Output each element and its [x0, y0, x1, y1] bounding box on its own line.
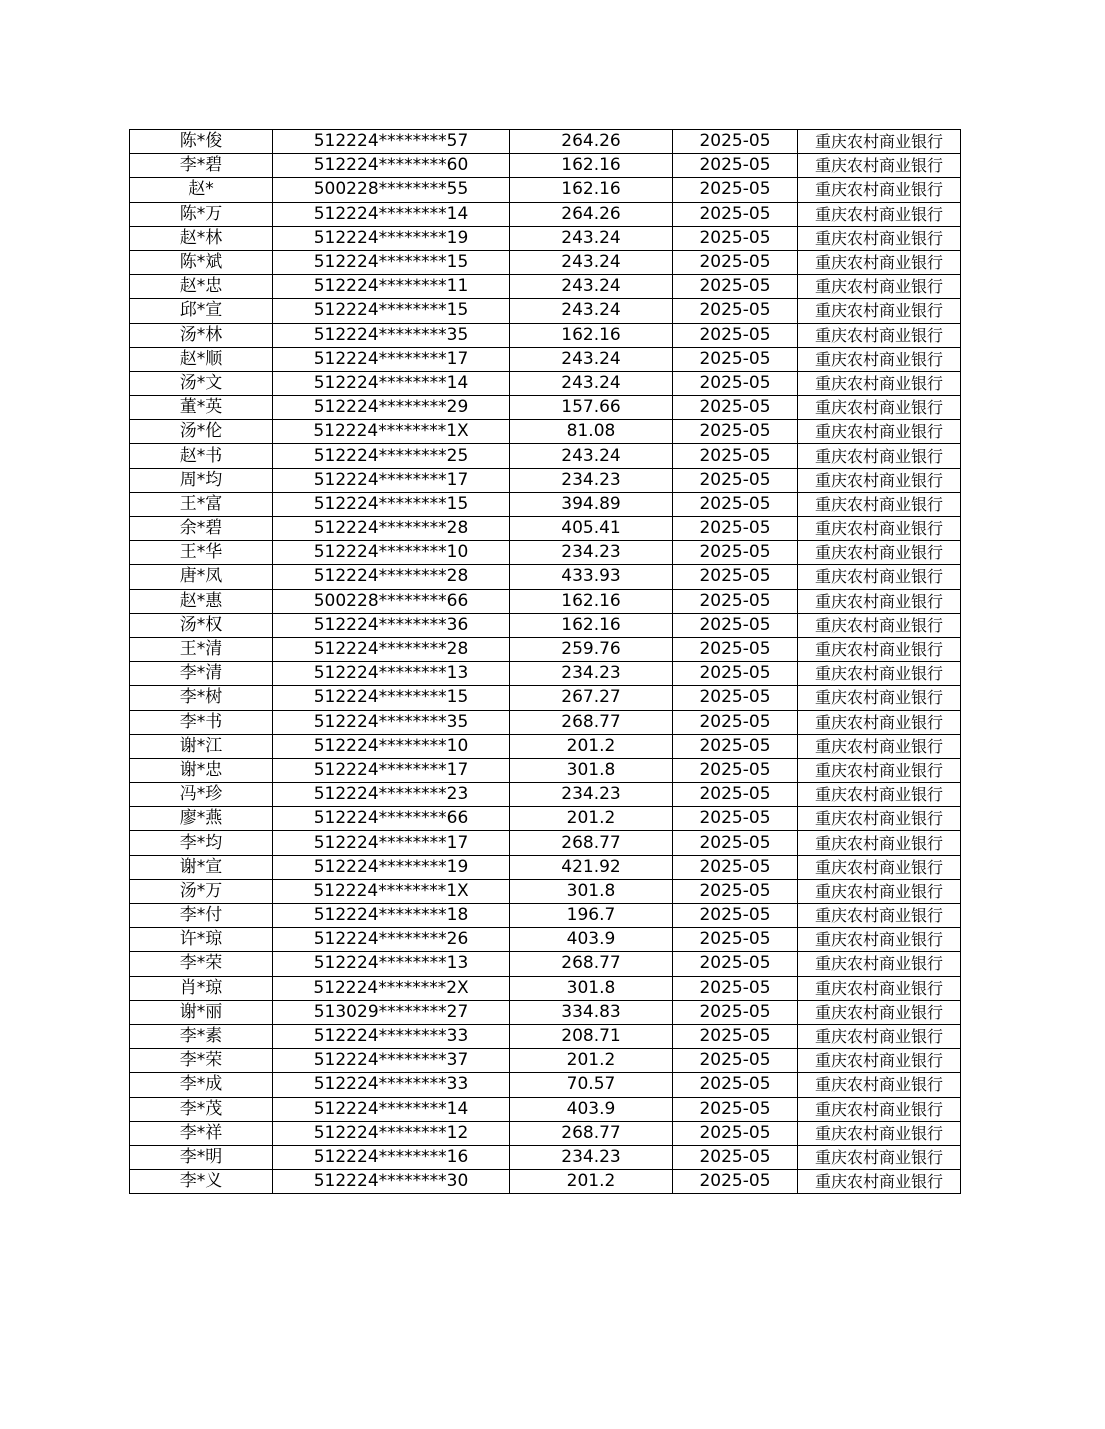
cell-period: 2025-05	[673, 613, 798, 637]
cell-name: 李*均	[130, 831, 273, 855]
table-row	[130, 855, 961, 879]
cell-id-number: 512224********13	[273, 662, 510, 686]
cell-bank: 重庆农村商业银行	[798, 178, 961, 202]
cell-name: 赵*	[130, 178, 273, 202]
cell-name: 唐*凤	[130, 565, 273, 589]
cell-bank: 重庆农村商业银行	[798, 783, 961, 807]
table-row	[130, 323, 961, 347]
cell-amount: 243.24	[510, 226, 673, 250]
cell-period: 2025-05	[673, 1073, 798, 1097]
cell-period: 2025-05	[673, 468, 798, 492]
cell-bank: 重庆农村商业银行	[798, 976, 961, 1000]
cell-amount: 201.2	[510, 807, 673, 831]
cell-amount: 433.93	[510, 565, 673, 589]
cell-bank: 重庆农村商业银行	[798, 468, 961, 492]
cell-amount: 403.9	[510, 928, 673, 952]
cell-bank: 重庆农村商业银行	[798, 323, 961, 347]
table-row	[130, 226, 961, 250]
table-row	[130, 952, 961, 976]
cell-name: 董*英	[130, 396, 273, 420]
table-row	[130, 783, 961, 807]
cell-amount: 264.26	[510, 202, 673, 226]
table-row	[130, 130, 961, 154]
cell-id-number: 512224********15	[273, 250, 510, 274]
cell-name: 陈*斌	[130, 250, 273, 274]
table-row	[130, 589, 961, 613]
table-row	[130, 420, 961, 444]
cell-period: 2025-05	[673, 807, 798, 831]
cell-amount: 157.66	[510, 396, 673, 420]
cell-name: 李*素	[130, 1024, 273, 1048]
cell-amount: 196.7	[510, 904, 673, 928]
cell-period: 2025-05	[673, 879, 798, 903]
cell-name: 陈*万	[130, 202, 273, 226]
cell-name: 肖*琼	[130, 976, 273, 1000]
cell-name: 谢*江	[130, 734, 273, 758]
cell-id-number: 512224********15	[273, 299, 510, 323]
cell-id-number: 512224********60	[273, 154, 510, 178]
cell-period: 2025-05	[673, 202, 798, 226]
cell-amount: 243.24	[510, 444, 673, 468]
cell-amount: 208.71	[510, 1024, 673, 1048]
cell-bank: 重庆农村商业银行	[798, 1097, 961, 1121]
cell-id-number: 512224********19	[273, 855, 510, 879]
cell-amount: 301.8	[510, 976, 673, 1000]
cell-amount: 268.77	[510, 952, 673, 976]
cell-bank: 重庆农村商业银行	[798, 517, 961, 541]
cell-bank: 重庆农村商业银行	[798, 1170, 961, 1194]
cell-amount: 243.24	[510, 250, 673, 274]
cell-bank: 重庆农村商业银行	[798, 130, 961, 154]
cell-amount: 201.2	[510, 1049, 673, 1073]
cell-id-number: 512224********17	[273, 831, 510, 855]
cell-period: 2025-05	[673, 1170, 798, 1194]
cell-period: 2025-05	[673, 1049, 798, 1073]
cell-amount: 234.23	[510, 783, 673, 807]
payment-records-table	[129, 129, 961, 1194]
cell-id-number: 512224********16	[273, 1145, 510, 1169]
cell-name: 赵*林	[130, 226, 273, 250]
cell-amount: 268.77	[510, 1121, 673, 1145]
cell-period: 2025-05	[673, 226, 798, 250]
cell-amount: 243.24	[510, 347, 673, 371]
cell-id-number: 512224********10	[273, 734, 510, 758]
cell-period: 2025-05	[673, 783, 798, 807]
cell-amount: 267.27	[510, 686, 673, 710]
cell-id-number: 512224********28	[273, 637, 510, 661]
cell-period: 2025-05	[673, 299, 798, 323]
table-row	[130, 637, 961, 661]
cell-id-number: 512224********14	[273, 371, 510, 395]
cell-amount: 405.41	[510, 517, 673, 541]
cell-period: 2025-05	[673, 662, 798, 686]
cell-amount: 243.24	[510, 299, 673, 323]
table-row	[130, 299, 961, 323]
cell-amount: 334.83	[510, 1000, 673, 1024]
cell-name: 李*明	[130, 1145, 273, 1169]
table-body	[130, 130, 961, 1194]
cell-amount: 403.9	[510, 1097, 673, 1121]
cell-id-number: 512224********2X	[273, 976, 510, 1000]
cell-bank: 重庆农村商业银行	[798, 396, 961, 420]
cell-id-number: 512224********57	[273, 130, 510, 154]
cell-period: 2025-05	[673, 855, 798, 879]
cell-amount: 162.16	[510, 613, 673, 637]
cell-amount: 301.8	[510, 758, 673, 782]
cell-bank: 重庆农村商业银行	[798, 637, 961, 661]
cell-period: 2025-05	[673, 492, 798, 516]
cell-period: 2025-05	[673, 323, 798, 347]
cell-bank: 重庆农村商业银行	[798, 1121, 961, 1145]
cell-amount: 81.08	[510, 420, 673, 444]
table-row	[130, 202, 961, 226]
cell-name: 赵*忠	[130, 275, 273, 299]
cell-name: 李*茂	[130, 1097, 273, 1121]
cell-id-number: 512224********17	[273, 758, 510, 782]
cell-amount: 162.16	[510, 154, 673, 178]
cell-bank: 重庆农村商业银行	[798, 154, 961, 178]
cell-bank: 重庆农村商业银行	[798, 1000, 961, 1024]
cell-period: 2025-05	[673, 565, 798, 589]
cell-period: 2025-05	[673, 396, 798, 420]
table-row	[130, 662, 961, 686]
table-row	[130, 178, 961, 202]
table-row	[130, 541, 961, 565]
cell-name: 李*成	[130, 1073, 273, 1097]
cell-name: 王*华	[130, 541, 273, 565]
table-row	[130, 275, 961, 299]
cell-name: 李*付	[130, 904, 273, 928]
table-row	[130, 613, 961, 637]
cell-id-number: 512224********17	[273, 468, 510, 492]
table-row	[130, 758, 961, 782]
cell-name: 周*均	[130, 468, 273, 492]
cell-name: 李*荣	[130, 952, 273, 976]
cell-name: 王*清	[130, 637, 273, 661]
cell-id-number: 512224********17	[273, 347, 510, 371]
cell-bank: 重庆农村商业银行	[798, 831, 961, 855]
cell-name: 汤*文	[130, 371, 273, 395]
cell-id-number: 500228********66	[273, 589, 510, 613]
cell-period: 2025-05	[673, 976, 798, 1000]
cell-period: 2025-05	[673, 1121, 798, 1145]
cell-bank: 重庆农村商业银行	[798, 710, 961, 734]
cell-id-number: 512224********37	[273, 1049, 510, 1073]
cell-name: 余*碧	[130, 517, 273, 541]
cell-bank: 重庆农村商业银行	[798, 299, 961, 323]
cell-bank: 重庆农村商业银行	[798, 202, 961, 226]
cell-period: 2025-05	[673, 178, 798, 202]
cell-period: 2025-05	[673, 1145, 798, 1169]
table-row	[130, 686, 961, 710]
table-row	[130, 347, 961, 371]
cell-bank: 重庆农村商业银行	[798, 420, 961, 444]
cell-period: 2025-05	[673, 130, 798, 154]
cell-id-number: 512224********30	[273, 1170, 510, 1194]
cell-id-number: 512224********14	[273, 202, 510, 226]
cell-bank: 重庆农村商业银行	[798, 1073, 961, 1097]
cell-period: 2025-05	[673, 952, 798, 976]
cell-id-number: 500228********55	[273, 178, 510, 202]
table-row	[130, 976, 961, 1000]
cell-name: 汤*伦	[130, 420, 273, 444]
table-row	[130, 807, 961, 831]
table-row	[130, 904, 961, 928]
cell-period: 2025-05	[673, 831, 798, 855]
cell-amount: 234.23	[510, 662, 673, 686]
cell-name: 冯*珍	[130, 783, 273, 807]
cell-period: 2025-05	[673, 734, 798, 758]
cell-id-number: 512224********26	[273, 928, 510, 952]
cell-period: 2025-05	[673, 517, 798, 541]
table-row	[130, 396, 961, 420]
cell-id-number: 512224********36	[273, 613, 510, 637]
cell-bank: 重庆农村商业银行	[798, 613, 961, 637]
cell-id-number: 512224********35	[273, 323, 510, 347]
cell-bank: 重庆农村商业银行	[798, 952, 961, 976]
cell-amount: 234.23	[510, 468, 673, 492]
table-row	[130, 1000, 961, 1024]
cell-name: 赵*惠	[130, 589, 273, 613]
cell-name: 赵*顺	[130, 347, 273, 371]
cell-id-number: 512224********13	[273, 952, 510, 976]
cell-bank: 重庆农村商业银行	[798, 904, 961, 928]
cell-amount: 264.26	[510, 130, 673, 154]
cell-id-number: 512224********29	[273, 396, 510, 420]
cell-id-number: 512224********66	[273, 807, 510, 831]
table-row	[130, 517, 961, 541]
cell-period: 2025-05	[673, 1024, 798, 1048]
cell-period: 2025-05	[673, 637, 798, 661]
cell-bank: 重庆农村商业银行	[798, 1024, 961, 1048]
cell-name: 李*碧	[130, 154, 273, 178]
cell-amount: 243.24	[510, 275, 673, 299]
cell-name: 谢*丽	[130, 1000, 273, 1024]
cell-amount: 259.76	[510, 637, 673, 661]
cell-period: 2025-05	[673, 928, 798, 952]
cell-id-number: 512224********19	[273, 226, 510, 250]
cell-bank: 重庆农村商业银行	[798, 928, 961, 952]
cell-amount: 301.8	[510, 879, 673, 903]
cell-bank: 重庆农村商业银行	[798, 492, 961, 516]
cell-id-number: 512224********33	[273, 1024, 510, 1048]
cell-period: 2025-05	[673, 686, 798, 710]
table-row	[130, 928, 961, 952]
cell-id-number: 512224********14	[273, 1097, 510, 1121]
cell-period: 2025-05	[673, 1000, 798, 1024]
cell-period: 2025-05	[673, 154, 798, 178]
cell-bank: 重庆农村商业银行	[798, 444, 961, 468]
cell-amount: 201.2	[510, 734, 673, 758]
cell-name: 李*荣	[130, 1049, 273, 1073]
cell-name: 汤*林	[130, 323, 273, 347]
cell-bank: 重庆农村商业银行	[798, 226, 961, 250]
cell-period: 2025-05	[673, 250, 798, 274]
cell-amount: 268.77	[510, 710, 673, 734]
table-row	[130, 710, 961, 734]
cell-period: 2025-05	[673, 710, 798, 734]
cell-amount: 70.57	[510, 1073, 673, 1097]
cell-period: 2025-05	[673, 589, 798, 613]
cell-id-number: 512224********33	[273, 1073, 510, 1097]
cell-bank: 重庆农村商业银行	[798, 371, 961, 395]
cell-name: 李*书	[130, 710, 273, 734]
cell-id-number: 512224********25	[273, 444, 510, 468]
cell-id-number: 512224********28	[273, 517, 510, 541]
cell-name: 谢*忠	[130, 758, 273, 782]
cell-amount: 162.16	[510, 589, 673, 613]
cell-bank: 重庆农村商业银行	[798, 250, 961, 274]
table-row	[130, 468, 961, 492]
cell-amount: 394.89	[510, 492, 673, 516]
table-row	[130, 444, 961, 468]
cell-id-number: 512224********11	[273, 275, 510, 299]
cell-name: 李*树	[130, 686, 273, 710]
cell-bank: 重庆农村商业银行	[798, 275, 961, 299]
cell-name: 汤*万	[130, 879, 273, 903]
table-row	[130, 1073, 961, 1097]
cell-name: 李*义	[130, 1170, 273, 1194]
cell-id-number: 512224********15	[273, 492, 510, 516]
cell-amount: 243.24	[510, 371, 673, 395]
cell-period: 2025-05	[673, 347, 798, 371]
cell-bank: 重庆农村商业银行	[798, 565, 961, 589]
cell-period: 2025-05	[673, 758, 798, 782]
table-row	[130, 1049, 961, 1073]
cell-name: 陈*俊	[130, 130, 273, 154]
cell-name: 李*清	[130, 662, 273, 686]
cell-period: 2025-05	[673, 275, 798, 299]
cell-name: 邱*宣	[130, 299, 273, 323]
table-row	[130, 1024, 961, 1048]
cell-amount: 201.2	[510, 1170, 673, 1194]
cell-bank: 重庆农村商业银行	[798, 758, 961, 782]
cell-name: 谢*宣	[130, 855, 273, 879]
cell-period: 2025-05	[673, 541, 798, 565]
cell-id-number: 512224********12	[273, 1121, 510, 1145]
cell-amount: 234.23	[510, 1145, 673, 1169]
cell-bank: 重庆农村商业银行	[798, 662, 961, 686]
cell-bank: 重庆农村商业银行	[798, 347, 961, 371]
cell-amount: 268.77	[510, 831, 673, 855]
cell-bank: 重庆农村商业银行	[798, 855, 961, 879]
cell-period: 2025-05	[673, 420, 798, 444]
cell-bank: 重庆农村商业银行	[798, 686, 961, 710]
table-row	[130, 734, 961, 758]
table-row	[130, 1145, 961, 1169]
table-row	[130, 1121, 961, 1145]
table-row	[130, 250, 961, 274]
table-row	[130, 1097, 961, 1121]
cell-period: 2025-05	[673, 371, 798, 395]
cell-amount: 162.16	[510, 323, 673, 347]
cell-id-number: 512224********35	[273, 710, 510, 734]
table-row	[130, 371, 961, 395]
cell-period: 2025-05	[673, 444, 798, 468]
cell-name: 赵*书	[130, 444, 273, 468]
table-row	[130, 154, 961, 178]
cell-id-number: 512224********1X	[273, 420, 510, 444]
cell-name: 许*琼	[130, 928, 273, 952]
cell-name: 王*富	[130, 492, 273, 516]
cell-amount: 421.92	[510, 855, 673, 879]
cell-id-number: 512224********23	[273, 783, 510, 807]
cell-id-number: 512224********10	[273, 541, 510, 565]
table-row	[130, 492, 961, 516]
table-row	[130, 879, 961, 903]
cell-amount: 162.16	[510, 178, 673, 202]
cell-amount: 234.23	[510, 541, 673, 565]
cell-bank: 重庆农村商业银行	[798, 807, 961, 831]
cell-period: 2025-05	[673, 904, 798, 928]
table-row	[130, 1170, 961, 1194]
cell-name: 李*祥	[130, 1121, 273, 1145]
cell-period: 2025-05	[673, 1097, 798, 1121]
cell-name: 汤*权	[130, 613, 273, 637]
cell-id-number: 512224********1X	[273, 879, 510, 903]
cell-id-number: 512224********18	[273, 904, 510, 928]
table-row	[130, 831, 961, 855]
cell-id-number: 513029********27	[273, 1000, 510, 1024]
cell-bank: 重庆农村商业银行	[798, 589, 961, 613]
cell-id-number: 512224********15	[273, 686, 510, 710]
cell-id-number: 512224********28	[273, 565, 510, 589]
cell-bank: 重庆农村商业银行	[798, 1049, 961, 1073]
table-row	[130, 565, 961, 589]
cell-name: 廖*燕	[130, 807, 273, 831]
cell-bank: 重庆农村商业银行	[798, 734, 961, 758]
cell-bank: 重庆农村商业银行	[798, 1145, 961, 1169]
cell-bank: 重庆农村商业银行	[798, 541, 961, 565]
cell-bank: 重庆农村商业银行	[798, 879, 961, 903]
